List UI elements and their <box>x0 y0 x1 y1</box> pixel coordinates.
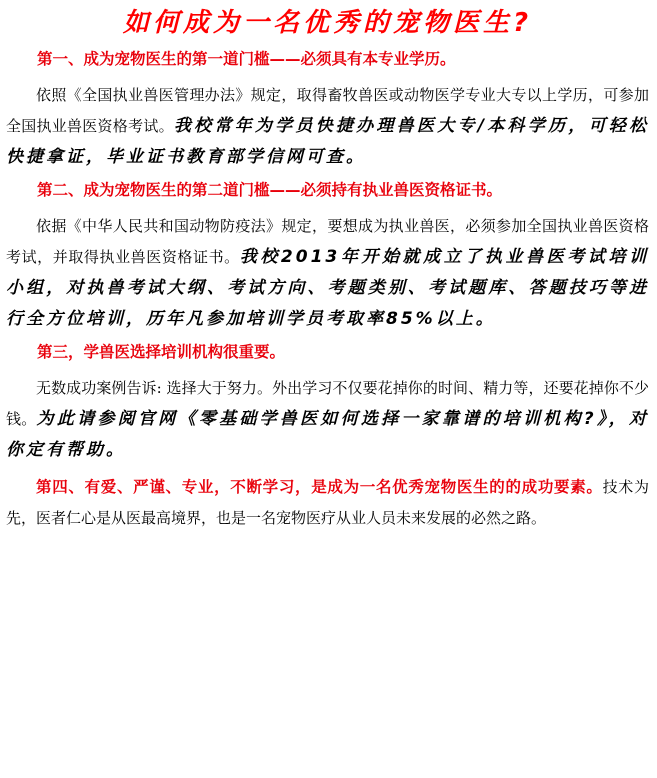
section-3-body: 无数成功案例告诉: 选择大于努力。外出学习不仅要花掉你的时间、精力等，还要花掉你不少钱。 <box>6 379 649 428</box>
section-3-callout: 为此请参阅官网《零基础学兽医如何选择一家靠谱的培训机构?》，对你定有帮助。 <box>6 409 649 460</box>
section-2-heading: 第二、成为宠物医生的第二道门槛——必须持有执业兽医资格证书。 <box>37 181 503 199</box>
section-2-callout: 我校2013年开始就成立了执业兽医考试培训小组，对执兽考试大纲、考试方向、考题类别、考试题库、答题技巧等进行全方位培训，历年凡参加培训学员考取率85%以上。 <box>6 247 649 329</box>
section-4-paragraph <box>6 472 649 534</box>
section-1-callout: 我校常年为学员快捷办理兽医大专/本科学历，可轻松快捷拿证，毕业证书教育部学信网可查。 <box>6 116 649 167</box>
section-1-paragraph <box>6 80 649 173</box>
section-4-heading: 第四、有爱、严谨、专业，不断学习，是成为一名优秀宠物医生的的成功要素。 <box>36 478 603 496</box>
section-2-body: 依据《中华人民共和国动物防疫法》规定，要想成为执业兽医，必须参加全国执业兽医资格考试，并取得执业兽医资格证书。 <box>6 217 649 266</box>
section-1-body: 依照《全国执业兽医管理办法》规定，取得畜牧兽医或动物医学专业大专以上学历，可参加全国执业兽医资格考试。 <box>6 86 649 135</box>
section-4-body: 技术为先，医者仁心是从医最高境界，也是一名宠物医疗从业人员未来发展的必然之路。 <box>6 478 649 527</box>
page-title: 如何成为一名优秀的宠物医生? <box>122 8 533 38</box>
section-2-paragraph <box>6 211 649 335</box>
section-3-paragraph <box>6 373 649 466</box>
section-1-heading: 第一、成为宠物医生的第一道门槛——必须具有本专业学历。 <box>37 50 456 68</box>
section-3-heading: 第三，学兽医选择培训机构很重要。 <box>37 343 286 361</box>
